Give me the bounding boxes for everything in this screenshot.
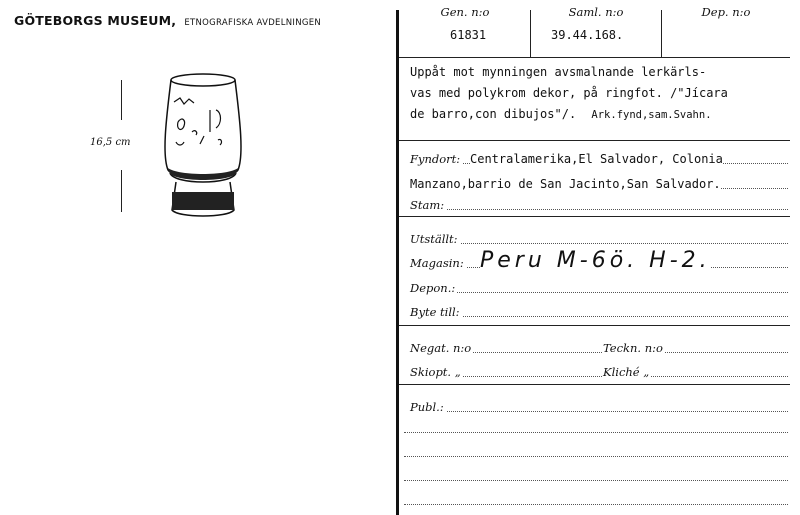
kliche-label: Kliché „ <box>603 365 650 379</box>
dep-number-label: Dep. n:o <box>701 5 751 19</box>
blank-line <box>404 456 788 457</box>
measure-line-top <box>121 80 122 120</box>
stam-label: Stam: <box>410 198 445 212</box>
description-line: Uppåt mot mynningen avsmalnande lerkärls- <box>410 65 707 79</box>
skiopt-label: Skiopt. „ <box>410 365 461 379</box>
fyndort-value: Centralamerika,El Salvador, Colonia <box>470 152 723 166</box>
description <box>410 62 790 126</box>
blank-line <box>404 480 788 481</box>
vase-sketch-icon <box>148 70 258 230</box>
fyndort-field-line2 <box>410 175 788 191</box>
description-divider <box>399 140 790 141</box>
fyndort-label: Fyndort: <box>410 152 461 166</box>
depon-field <box>410 279 788 295</box>
skiopt-field <box>410 363 788 379</box>
magasin-label: Magasin: <box>410 256 464 270</box>
saml-number-label: Saml. n:o <box>568 5 624 19</box>
magasin-field <box>410 248 788 273</box>
dep-number-cell <box>662 0 790 47</box>
blank-line <box>404 504 788 505</box>
description-line: vas med polykrom dekor, på ringfot. /"Jícara <box>410 86 728 100</box>
byte-field <box>410 303 788 319</box>
magasin-value: Peru M-6ö. H-2. <box>480 248 711 273</box>
section-divider <box>399 325 790 326</box>
publ-label: Publ.: <box>410 400 444 414</box>
gen-number-label: Gen. n:o <box>440 5 490 19</box>
description-line: de barro,con dibujos"/. <box>410 107 577 121</box>
negat-label: Negat. n:o <box>410 341 472 355</box>
section-divider <box>399 216 790 217</box>
utstallt-label: Utställt: <box>410 232 458 246</box>
saml-number-value: 39.44.168. <box>551 28 624 42</box>
fyndort-value-line2: Manzano,barrio de San Jacinto,San Salvador. <box>410 177 721 191</box>
card-left-edge <box>396 10 399 515</box>
publ-field <box>410 398 788 414</box>
teckn-label: Teckn. n:o <box>603 341 663 355</box>
gen-number-cell <box>400 0 530 47</box>
museum-name: GÖTEBORGS MUSEUM, <box>14 13 177 28</box>
blank-line <box>404 432 788 433</box>
negat-field <box>410 339 788 355</box>
fyndort-field <box>410 150 788 166</box>
measure-line-bottom <box>121 170 122 212</box>
museum-header <box>14 10 321 29</box>
height-label: 16,5 cm <box>90 137 131 148</box>
stam-field <box>410 196 788 212</box>
gen-number-value: 61831 <box>450 28 487 42</box>
department-name: ETNOGRAFISKA AVDELNINGEN <box>184 18 322 28</box>
description-note: Ark.fynd,sam.Svahn. <box>591 109 712 121</box>
saml-number-cell <box>531 0 661 47</box>
byte-label: Byte till: <box>410 305 460 319</box>
utstallt-field <box>410 230 788 246</box>
depon-label: Depon.: <box>410 281 456 295</box>
section-divider <box>399 384 790 385</box>
